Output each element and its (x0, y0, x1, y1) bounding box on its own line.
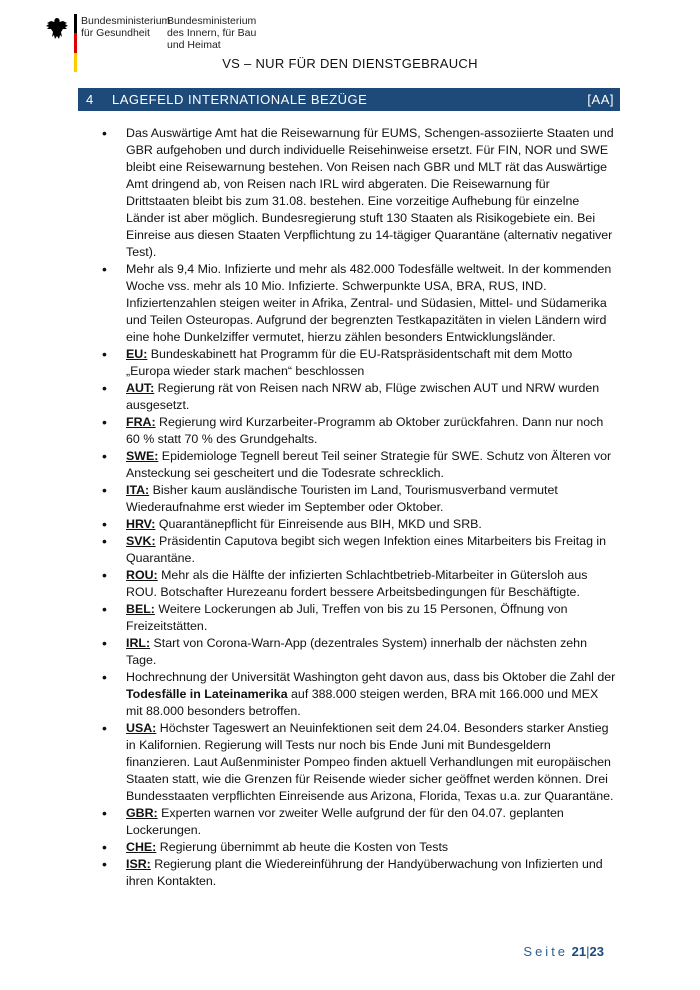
country-code: SWE: (126, 449, 159, 463)
country-code: ITA: (126, 483, 150, 497)
list-item (86, 448, 616, 482)
country-code: ISR: (126, 857, 151, 871)
country-code: FRA: (126, 415, 156, 429)
list-item (86, 516, 616, 533)
section-tag: [AA] (587, 92, 614, 107)
bullet-emphasis: Todesfälle in Lateinamerika (126, 687, 288, 701)
flag-red (74, 33, 77, 52)
country-code: CHE: (126, 840, 157, 854)
list-item (86, 567, 616, 601)
list-item (86, 125, 616, 261)
flag-black (74, 14, 77, 33)
bullet-text: Mehr als 9,4 Mio. Infizierte und mehr als 482.000 Todesfälle weltweit. In der kommenden Woche vss. mehr als 10 Mio. Infizierte. Schwerpunkte USA, BRA, RUS, IND. Infiziertenzahlen steigen weiter in Afrika, Zentral- und Südasien, Mittel- und Südamerika und Teilen Osteuropas. Aufgrund der begrenzten Testkapazitäten in vielen Ländern wird eine hohe Dunkelziffer vermutet, hierzu zählen besonders Entwicklungsländer. (126, 262, 612, 344)
bullet-text: Hochrechnung der Universität Washington geht davon aus, dass bis Oktober die Zahl der (126, 670, 616, 684)
list-item (86, 482, 616, 516)
country-code: HRV: (126, 517, 156, 531)
bullet-text: Regierung übernimmt ab heute die Kosten von Tests (156, 840, 449, 854)
page-separator: | (586, 944, 590, 959)
federal-eagle-icon (44, 16, 70, 42)
bullet-text: Regierung wird Kurzarbeiter-Programm ab Oktober zurückfahren. Dann nur noch 60 % statt 70 % des Grundgehalts. (126, 415, 604, 446)
list-item (86, 839, 616, 856)
page-number: 21 (571, 944, 587, 959)
list-item (86, 414, 616, 448)
country-code: BEL: (126, 602, 155, 616)
country-code: GBR: (126, 806, 158, 820)
list-item (86, 533, 616, 567)
list-item (86, 805, 616, 839)
bullet-text: Start von Corona-Warn-App (dezentrales System) innerhalb der nächsten zehn Tage. (126, 636, 587, 667)
bullet-text: Präsidentin Caputova begibt sich wegen Infektion eines Mitarbeiters bis Freitag in Quarantäne. (126, 534, 607, 565)
bullet-list (86, 125, 616, 890)
section-header (78, 88, 620, 111)
list-item (86, 635, 616, 669)
bullet-text: Regierung plant die Wiedereinführung der Handyüberwachung von Infizierten und ihren Kontakten. (126, 857, 603, 888)
country-code: ROU: (126, 568, 158, 582)
list-item (86, 856, 616, 890)
classification-label: VS – NUR FÜR DEN DIENSTGEBRAUCH (222, 56, 478, 71)
bullet-text: auf 388.000 steigen werden, BRA mit 166.000 und MEX mit 88.000 besonders betroffen. (126, 687, 599, 718)
page-footer (523, 944, 604, 959)
bullet-text: Weitere Lockerungen ab Juli, Treffen von bis zu 15 Personen, Öffnung von Freizeitstätten. (126, 602, 568, 633)
country-code: AUT: (126, 381, 155, 395)
bullet-text: Höchster Tageswert an Neuinfektionen seit dem 24.04. Besonders starker Anstieg in Kalifornien. Regierung will Tests nur noch bis Ende Juni mit Bundesgeldern finanzieren. Laut Außenminister Pompeo finden aktuell Verhandlungen mit europäischen Staaten statt, wie die Grenzen für Reisende wieder sicher geöffnet werden können. Drei Bundesstaaten verpflichten Einreisende aus Arizona, Florida, Texas u.a. zur Quarantäne. (126, 721, 614, 803)
ministry-health-line: für Gesundheit (81, 27, 150, 39)
list-item (86, 669, 616, 720)
bullet-text: Regierung rät von Reisen nach NRW ab, Flüge zwischen AUT und NRW wurden ausgesetzt. (126, 381, 600, 412)
page-total: 23 (589, 944, 604, 959)
country-code: EU: (126, 347, 148, 361)
list-item (86, 380, 616, 414)
list-item (86, 346, 616, 380)
bullet-text: Bundeskabinett hat Programm für die EU-Ratspräsidentschaft mit dem Motto „Europa wieder stark machen“ beschlossen (126, 347, 573, 378)
bullet-text: Mehr als die Hälfte der infizierten Schlachtbetrieb-Mitarbeiter in Gütersloh aus ROU. Botschafter Hurezeanu fordert bessere Arbeitsbedingungen für Beschäftigte. (126, 568, 588, 599)
bullet-text: Das Auswärtige Amt hat die Reisewarnung für EUMS, Schengen-assoziierte Staaten und GBR aufgehoben und durch individuelle Reisehinweise ersetzt. Für FIN, NOR und SWE bleibt eine Reisewarnung bestehen. Von Reisen nach GBR und MLT rät das Auswärtige Amt dringend ab, von Reisen nach IRL wird abgeraten. Die Reisewarnung für Drittstaaten bleibt bis zum 31.08. bestehen. Eine vorzeitige Aufhebung für einzelne Länder ist aber möglich. Bundesregierung stuft 130 Staaten als Risikogebiete ein. Bei Einreise aus diesen Staaten Verpflichtung zu 14-tägiger Quarantäne (alternativ negativer Test). (126, 126, 614, 259)
bullet-text: Quarantänepflicht für Einreisende aus BIH, MKD und SRB. (155, 517, 482, 531)
country-code: IRL: (126, 636, 151, 650)
list-item (86, 261, 616, 346)
ministry-interior-line: des Innern, für Bau (167, 27, 257, 39)
list-item (86, 601, 616, 635)
ministry-health-line: Bundesministerium (81, 15, 171, 27)
list-item (86, 720, 616, 805)
ministry-health-name (81, 15, 170, 39)
country-code: USA: (126, 721, 157, 735)
ministry-interior-line: und Heimat (167, 39, 221, 51)
bullet-text: Experten warnen vor zweiter Welle aufgrund der für den 04.07. geplanten Lockerungen. (126, 806, 564, 837)
section-number: 4 (86, 92, 94, 107)
ministry-interior-line: Bundesministerium (167, 15, 257, 27)
bullet-text: Epidemiologe Tegnell bereut Teil seiner Strategie für SWE. Schutz von Älteren vor Ansteckung sei gescheitert und die Todesrate schrecklich. (126, 449, 612, 480)
bullet-text: Bisher kaum ausländische Touristen im Land, Tourismusverband vermutet Wiederaufnahme erst wieder im September oder Oktober. (126, 483, 558, 514)
page-label: Seite (523, 944, 569, 959)
section-title: LAGEFELD INTERNATIONALE BEZÜGE (112, 92, 368, 107)
ministry-interior-name (167, 15, 256, 51)
country-code: SVK: (126, 534, 156, 548)
